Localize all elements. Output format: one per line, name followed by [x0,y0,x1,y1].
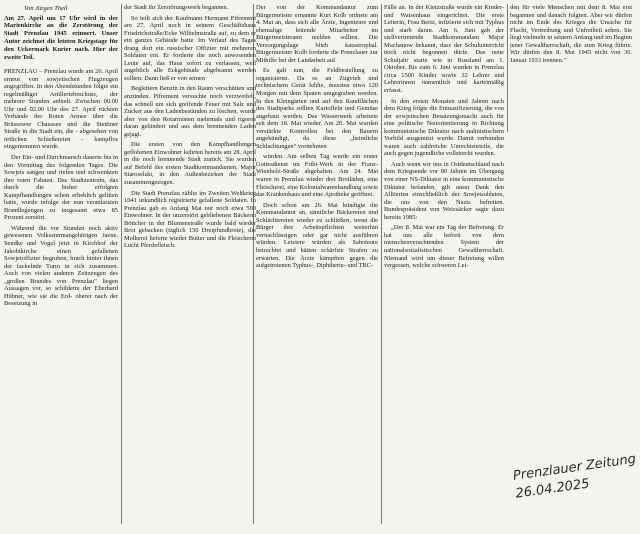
paragraph: „Der 8. Mai war ein Tag der Befreiung. Er hat uns alle befreit von dem menschenverachtenden System der nationalsozialistischen Gewaltherrschaft. Niemand wird um dieser Befreiung willen vergessen, welche schweren Lei- [384,224,504,270]
column-divider [381,4,382,524]
article-lead: Am 27. April um 17 Uhr wird in der Marienkirche an die Zerstörung der Stadt Prenzlau 1945 erinnert. Unser Autor zeichnet die letzten Kriegstage für den Uckermark Kurier nach. Hier der zweite Teil. [4,14,118,62]
handwritten-source: Prenzlauer Zeitung [512,451,637,484]
column-divider [507,4,508,132]
paragraph: Es galt nun, die Feldbestellung zu organisieren. Da es an Zugvieh und technischem Gerät fehlte, mussten etwa 120 Morgen mit dem Spaten umgegraben werden. In den Kleingärten und auf den Randflächen des Stadtparks sollten Kartoffeln und Gemüse angebaut werden. Das Wasserwerk arbeitete seit dem 18. Mai wieder. Am 20. Mai wurden verstärkte Kontrollen bei den Bauern angekündigt, da diese „heimliche Schlachtungen" vornehmen [256,67,378,150]
article-column-5 [510,4,632,134]
article-column-3 [256,4,378,524]
handwritten-date: 26.04.2025 [514,476,591,502]
paragraph: Auch wenn wir uns in Ostdeutschland nach dem Kriegsende vor 80 Jahren im Übergang von einer NS-Diktatur in eine kommunistische Diktatur befanden, gilt unser Dank den Alliierten einschließlich der Sowjetsoldaten, die uns von den Nazis befreiten. Bundespräsident von Weizsäcker sagte dazu bereits 1985: [384,160,504,221]
paragraph: den für viele Menschen mit dem 8. Mai erst begannen und danach folgten. Aber wir dürfen nicht im Ende des Krieges die Ursache für Flucht, Vertreibung und Unfreiheit sehen. Sie liegt vielmehr in seinem Anfang und im Beginn jener Gewaltherrschaft, die zum Krieg führte. Wir dürfen den 8. Mai 1945 nicht von 30. Januar 1933 trennen." [510,4,632,64]
article-column-2 [124,4,256,524]
paragraph: So teilt sich der Kaufmann Hermann Pifrement am 27. April noch in seinem Geschäftshaus Friedrichstraße/Ecke Wilhelmstraße auf, zu dem er ein ganzes Gebäude hatte. Im Verlauf des Tages drang dort ein russischer Offizier mit mehreren Soldaten ein. Er forderte die noch anwesenden Leute auf, das Haus sofort zu verlassen, weil angeblich alle Eckgebäude abgebrannt werden sollten. Dann ließ er von seinen [124,14,256,82]
paragraph: Begleitern Benzin in den Raum verschütten und anzünden. Pifrement versuchte noch verzweifelt, das schnell um sich greifende Feuer mit Salz und Zucker aus den Ladenbeständen zu löschen, wurde aber von den Rotarmisten mehrmals und rigoros daran gehindert und aus dem brennenden Laden gejagt. [124,85,256,138]
paragraph: Der von der Kommandantur zum Bürgermeister ernannte Kurt Kolb ordnete am 4. Mai an, dass sich alle Ärzte, Ingenieure und ehemalige leitende Mitarbeiter im Bürgermeisteramt melden sollten. Die Versorgungslage blieb katastrophal. Bürgermeister Kolb forderte die Prenzlauer zur Mithilfe bei der Landarbeit auf. [256,4,378,64]
column-divider [121,4,122,524]
paragraph: würden. Am selben Tag wurde ein erster Gottesdienst im Fribi-Werk in der Franz-Wienholz-Straße abgehalten. Am 24. Mai waren in Prenzlau wieder drei Brotläden, eine Fleischerei, eine Kolonialwarenhandlung sowie das Krankenhaus und eine Apotheke geöffnet. [256,153,378,199]
paragraph: Während die vor Stunden noch aktiv gewesenen Volkssturmangehörigen Jaene, Sendke und Vogel jetzt in Kirchhof der Jakobikirche einen gefallenen Sowjetoffizier begruben, brach hinter ihnen der fackelnde Turm in sich zusammen. Auch von vielen anderen Zeitzeugen des „großen Brandes von Prenzlau" liegen Aussagen vor, so schilderte der Eberhard Hübner, wie sie die Erd- oberer nach der Besetzung in [4,224,118,308]
paragraph: Fälle an. In der Kietzstraße wurde ein Kinder- und Waisenhaus eingerichtet. Die erste Leiterin, Frau Bertz, infizierte sich mit Typhus und starb daran. Am 6. Juni gab der stellvertretende Stadtkommandant Major Muchanow bekannt, dass der Schulunterricht noch nicht begonnen dürfe. Das neue Schuljahr starte wie in Russland am 1. Oktober. Bis zum 6. Juni wurden in Prenzlau circa 1500 Kinder sowie 32 Lehrer und Lehrerinnen namentlich und karteimäßig erfasst. [384,4,504,95]
byline: Von Jürgen Theil [24,5,68,12]
article-column-4 [384,4,504,524]
paragraph: Die ersten von den Kampfhandlungen geflohenen Einwohner kehrten bereits am 28. April in die noch brennende Stadt zurück. Sie wurden auf Befehl des ersten Stadtkommandanten, Major Staroselski, in den Außenbezirken der Stadt zusammengezogen. [124,141,256,187]
paragraph: der Stadt ihr Zerstörungswerk begannen. [124,4,229,11]
paragraph: Die Stadt Prenzlau zählte im Zweiten Weltkrieg 1041 urkundlich registrierte gefallene Soldaten. In Prenzlau gab es Anfang Mai nur noch etwa 500 Einwohner. In der unzerstört gebliebenen Bäckerei Böttcher in der Blumenstraße wurde bald wieder Brot gebacken (täglich 150 Dreipfundbrote), die Molkerei lieferte wieder Butter und die Fleischerei Lucht Pferdefleisch. [124,189,256,250]
paragraph: PRENZLAU – Prenzlau wurde am 26. April erneut von sowjetischen Flugzeugen angegriffen. In den Abendstunden folgte ein regelmäßiger Artilleriebeschuss, der mehrere Stunden anhielt. Zwischen 00.00 Uhr und 02.00 Uhr des 27. April rückten Verbände der Roten Armee über die Brüssower Chaussee und die Stettiner Straße in die Stadt ein, die - abgesehen von örtlichen Schießereien - kampflos eingenommen wurde. [4,67,118,151]
paragraph: Der Ein- und Durchmarsch dauerte bis in den Vormittag des folgenden Tages. Die Sowjets sangen und riefen und schwenkten ihre roten Fahnen. Das Stadtzentrum, das durch die bisher erfolgten Kampfhandlungen schon erheblich gelitten hatte, wurde infolge der nun veranlassten Brandlegungen zu insgesamt etwa 85 Prozent zerstört. [4,154,118,222]
article-column-1 [4,4,118,524]
paragraph: Doch schon am 26. Mai kündigte die Kommandantur an, sämtliche Bäckereien und Schlächtereien wieder zu schließen, wenn die Bürger ihre Arbeitspflichten weiterhin vernachlässigen oder gar nicht ausführen würden. Letztere würden als Saboteure betrachtet und hätten schärfste Strafen zu erwarten. Die Ärzte kämpften gegen die aufgetretenen Typhus-, Diphtherie- und TBC- [256,201,378,270]
handwritten-annotation [512,451,640,504]
paragraph: In den ersten Monaten und Jahren nach dem Krieg folgte die Entnazifizierung, die von der sowjetischen Besatzungsmacht auch für eine politische Neuorientierung in Richtung kommunistische Diktatur nach stalinistischem Vorbild ausgenutzt wurde. Damit verbunden waren auch zahlreiche Unrechtsurteile, die auch gegen jugendliche vollstreckt wurden. [384,97,504,158]
